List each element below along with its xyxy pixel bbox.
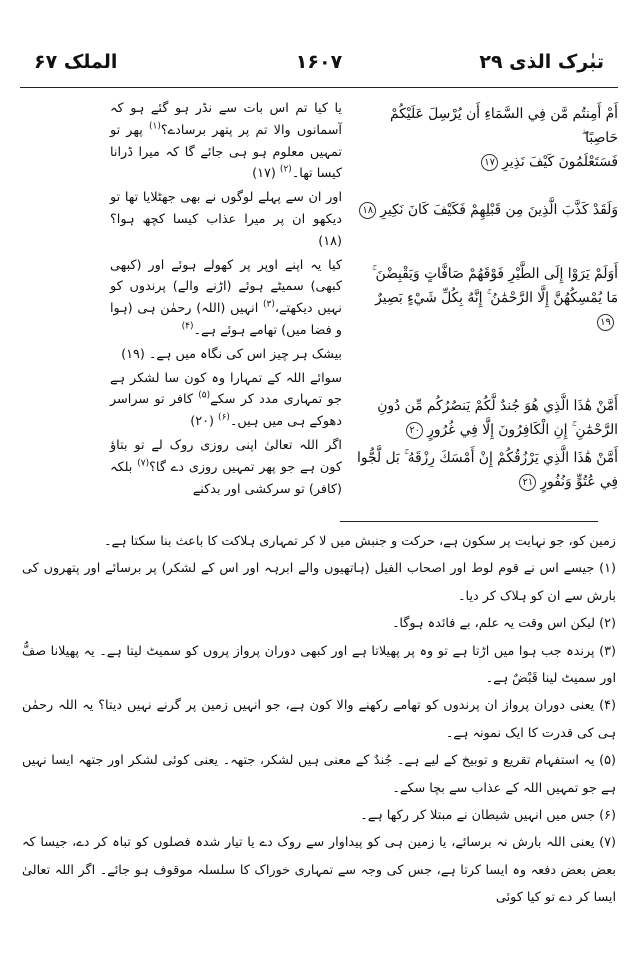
arabic-line: أَمَّنْ هَٰذَا الَّذِي يَرْزُقُكُمْ إِنْ أَمْسَكَ رِزْقَهُ ۚ بَل لَّجُّوا [356,450,618,466]
verse-number: (۱۷) [252,166,276,182]
verse-marker: ۲۱ [519,474,536,491]
arabic-verse-21 [356,446,618,494]
notes-divider [340,521,598,522]
translation-text: اور ان سے پہلے لوگوں نے بھی جھٹلایا تھا تو دیکھو ان پر میرا عذاب کیسا کچھ ہوا؟ [110,190,342,227]
footnotes-section [22,528,616,912]
footnote-ref: (۴) [181,321,194,332]
arabic-line: أَمَّنْ هَٰذَا الَّذِي هُوَ جُندٌ لَّكُمْ يَنصُرُكُم مِّن دُونِ [377,398,618,414]
footnote-ref: (۵) [198,391,211,402]
translation-verse-17 [110,98,342,185]
translation-text: بلکہ (کافر) تو سرکشی اور بدکنے [110,459,342,497]
translation-text: کیا یہ اپنے اوپر پر کھولے ہوئے اور (کبھی کبھی) سمیٹے ہوئے (اڑنے والے) پرندوں کو نہیں دیکھتے، [110,257,342,317]
footnote: (۲) لیکن اس وقت یہ علم، بے فائدہ ہوگا۔ [391,616,616,632]
arabic-line: أَمْ أَمِنتُم مَّن فِي السَّمَاءِ أَن يُرْسِلَ عَلَيْكُمْ حَاصِبًا ۖ [390,106,618,146]
header-divider [20,87,618,88]
arabic-line: الرَّحْمَٰنِ ۚ إِنِ الْكَافِرُونَ إِلَّا فِي غُرُورٍ [427,422,618,438]
translation-text: انہیں (اللہ) رحمٰن ہی (ہوا و فضا میں) تھامے ہوئے ہے۔ [110,301,342,338]
footnote-ref: (۶) [218,412,230,423]
translation-text: اگر اللہ تعالیٰ اپنی روزی روک لے تو بتاؤ کون ہے جو پھر تمہیں روزی دے گا؟ [110,437,342,475]
translation-text: پھر تو تمہیں معلوم ہو ہی جائے گا کہ میرا ڈرانا کیسا تھا۔ [110,122,342,182]
verse-number: (۱۹) [121,346,145,362]
translation-verse-19b [110,344,342,366]
arabic-line: مَا يُمْسِكُهُنَّ إِلَّا الرَّحْمَٰنُ ۚ إِنَّهُ بِكُلِّ شَيْءٍ بَصِيرٌ [375,290,618,306]
translation-verse-20 [110,368,342,433]
footnote: (۱) جیسے اس نے قوم لوط اور اصحاب الفیل (ہاتھیوں والے ابرہہ اور اس کے لشکر) پر برسائے اور پتھروں کی بارش سے ان کو ہلاک کر دیا۔ [22,561,616,604]
footnote: (۷) یعنی اللہ بارش نہ برسائے، یا زمین ہی کو پیداوار سے روک دے یا تیار شدہ فصلوں کو تباہ کر دے، جیسا کہ بعض بعض دفعہ وہ ایسا کرتا ہے، جس کی وجہ سے تمہاری خوراک کا سلسلہ موقوف ہو جائے۔ اگر اللہ تعالیٰ ایسا کر دے تو کیا کوئی [22,835,616,906]
translation-verse-21 [110,435,342,500]
arabic-line: وَلَقَدْ كَذَّبَ الَّذِينَ مِن قَبْلِهِمْ فَكَيْفَ كَانَ نَكِيرِ [380,202,618,218]
verse-marker: ۱۹ [597,314,614,331]
surah-title: الملک ۶۷ [34,51,118,73]
translation-text: بیشک ہر چیز اس کی نگاہ میں ہے۔ [148,346,342,362]
page-header [20,45,618,87]
footnote: (۴) یعنی دوران پرواز ان پرندوں کو تھامے رکھنے والا کون ہے، جو انہیں زمین پر گرنے نہیں دیتا؟ یہ اللہ رحمٰن ہی کی قدرت کا ایک نمونہ ہے۔ [22,698,616,741]
arabic-verse-19 [356,262,618,334]
translation-text: سوائے اللہ کے تمہارا وہ کون سا لشکر ہے جو تمہاری مدد کر سکے [110,370,342,408]
translation-verse-19a [110,255,342,342]
footnote-ref: (۳) [263,299,275,310]
arabic-verse-18 [356,198,618,222]
arabic-verse-20 [356,394,618,442]
arabic-line: فَسَتَعْلَمُونَ كَيْفَ نَذِيرِ [502,154,618,170]
footnote: زمین کو، جو نہایت پر سکون ہے، حرکت و جنبش میں لا کر تمہاری ہلاکت کا باعث بنا سکتا ہے۔ [104,534,616,549]
footnote: (۶) جس میں انہیں شیطان نے مبتلا کر رکھا ہے۔ [360,808,616,824]
translation-text: کافر تو سراسر دھوکے ہی میں ہیں۔ [110,392,342,430]
translation-text: یا کیا تم اس بات سے نڈر ہو گئے ہو کہ آسمانوں والا تم پر پتھر برسادے؟ [110,101,342,138]
arabic-line: فِي عُتُوٍّ وَنُفُورٍ [540,474,618,490]
verse-marker: ۲۰ [406,422,423,439]
verses-section [20,98,618,516]
footnote: (۵) یہ استفہام تقریع و توبیخ کے لیے ہے۔ جُندٌ کے معنی ہیں لشکر، جتھہ۔ یعنی کوئی لشکر اور جتھہ ایسا نہیں ہے جو تمہیں اللہ کے عذاب سے بچا سکے۔ [22,753,616,796]
verse-marker: ۱۷ [481,154,498,171]
juz-title: تبٰرک الذی ۲۹ [479,51,604,73]
footnote-ref: (۲) [279,165,292,176]
footnote-ref: (۱) [148,121,161,132]
verse-number: (۲۰) [190,414,214,430]
footnote: (۳) پرندہ جب ہوا میں اڑتا ہے تو وہ پر پھیلاتا ہے اور کبھی دوران پرواز پروں کو سمیٹ لیتا ہے۔ یہ پھیلانا صفٌّ اور سمیٹ لینا قَبْضٌ ہے۔ [22,643,616,687]
verse-marker: ۱۸ [359,202,376,219]
page-number: ۱۶۰۷ [295,51,343,73]
arabic-line: أَوَلَمْ يَرَوْا إِلَى الطَّيْرِ فَوْقَهُمْ صَافَّاتٍ وَيَقْبِضْنَ ۚ [372,266,618,282]
arabic-verse-17 [356,102,618,174]
arabic-column [356,98,618,516]
footnote-ref: (۷) [137,458,150,469]
urdu-translation-column [110,98,342,516]
translation-verse-18 [110,187,342,252]
verse-number: (۱۸) [318,233,342,249]
